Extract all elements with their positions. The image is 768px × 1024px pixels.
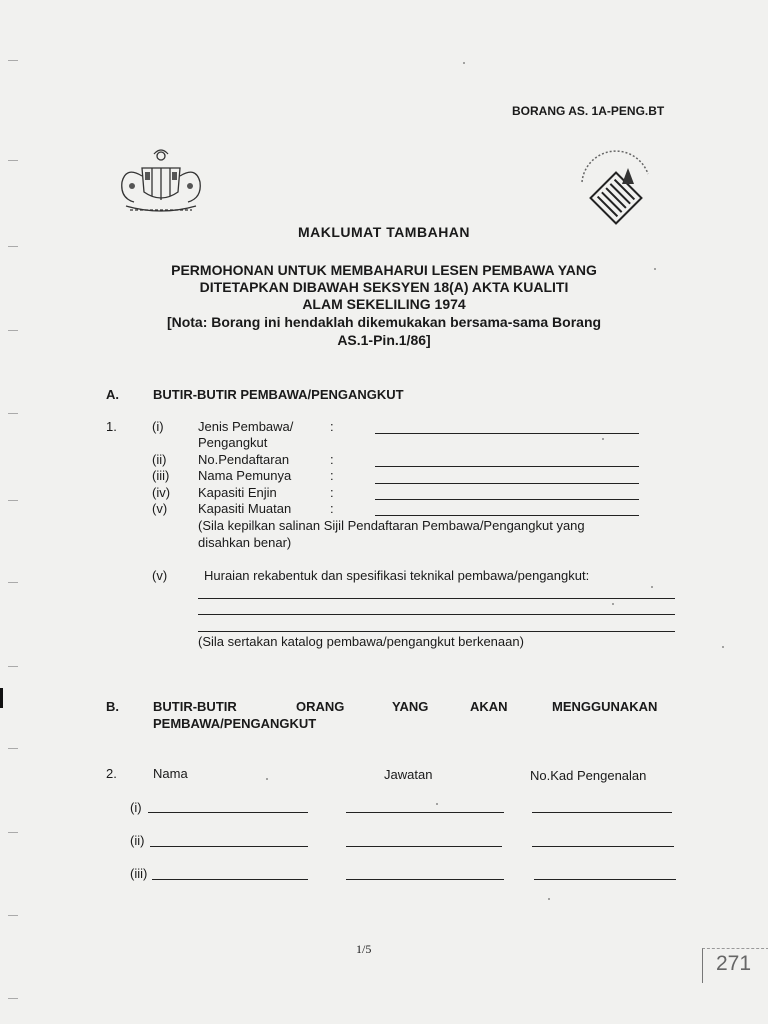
stamp-number: 271 [716,952,752,975]
scan-speck [722,646,724,648]
section-b-heading-word-4: AKAN [470,699,508,714]
owner-input-line[interactable] [375,483,639,484]
section-b-heading-word-2: ORANG [296,699,345,714]
margin-mark [8,998,18,999]
field-i-colon: : [330,419,334,434]
section-b-heading-word-5: MENGGUNAKAN [552,699,658,714]
column-header-position: Jawatan [384,767,433,782]
section-a-heading: BUTIR-BUTIR PEMBAWA/PENGANGKUT [153,387,404,402]
row-ii-position-line[interactable] [346,846,502,847]
description-input-line-1[interactable] [198,598,675,599]
attach-certificate-note-2: disahkan benar) [198,535,292,550]
field-i-number: (i) [152,419,164,434]
department-logo [570,148,660,230]
engine-capacity-input-line[interactable] [375,499,639,500]
description-number: (v) [152,568,168,583]
row-i-name-line[interactable] [148,812,308,813]
attach-certificate-note-1: (Sila kepilkan salinan Sijil Pendaftaran Pembawa/Pengangkut yang [198,518,585,533]
margin-mark [8,500,18,501]
description-label: Huraian rekabentuk dan spesifikasi teknikal pembawa/pengangkut: [204,568,590,583]
scan-speck [436,803,438,805]
section-b-heading-word-1: BUTIR-BUTIR [153,699,237,714]
scan-speck [548,898,550,900]
subtitle-line-1: PERMOHONAN UNTUK MEMBAHARUI LESEN PEMBAWA YANG [171,262,597,278]
document-title: MAKLUMAT TAMBAHAN [297,224,471,240]
margin-mark [8,832,18,833]
catalog-note: (Sila sertakan katalog pembawa/pengangkut berkenaan) [198,634,524,649]
field-v-colon: : [330,501,334,516]
scan-speck [463,62,465,64]
registration-input-line[interactable] [375,466,639,467]
field-vehicle-type-label: Jenis Pembawa/ [198,419,294,434]
row-i-position-line[interactable] [346,812,504,813]
scan-speck [266,778,268,780]
section-b-heading-line-2: PEMBAWA/PENGANGKUT [153,716,317,731]
field-v-number: (v) [152,501,168,516]
row-iii-ic-line[interactable] [534,879,676,880]
load-capacity-input-line[interactable] [375,515,639,516]
field-load-capacity-label: Kapasiti Muatan [198,501,292,516]
description-input-line-2[interactable] [198,614,675,615]
margin-mark [8,330,18,331]
note-line-2: AS.1-Pin.1/86] [337,332,431,348]
row-iii-position-line[interactable] [346,879,504,880]
subtitle-line-3: ALAM SEKELILING 1974 [302,296,466,312]
column-header-ic-number: No.Kad Pengenalan [530,768,647,783]
scan-speck [654,268,656,270]
item-number-1: 1. [106,419,117,434]
field-iv-number: (iv) [152,485,171,500]
vehicle-type-input-line[interactable] [375,433,639,434]
column-header-name: Nama [153,766,188,781]
row-i-label: (i) [130,800,142,815]
scan-speck [651,586,653,588]
margin-mark [8,666,18,667]
scan-speck [612,603,614,605]
row-i-ic-line[interactable] [532,812,672,813]
field-ii-colon: : [330,452,334,467]
row-iii-name-line[interactable] [152,879,308,880]
description-input-line-3[interactable] [198,631,675,632]
scan-edge-mark [0,688,3,708]
row-iii-label: (iii) [130,866,148,881]
field-registration-label: No.Pendaftaran [198,452,290,467]
field-iii-number: (iii) [152,468,170,483]
item-number-2: 2. [106,766,117,781]
margin-mark [8,582,18,583]
field-iv-colon: : [330,485,334,500]
row-ii-label: (ii) [130,833,145,848]
row-ii-name-line[interactable] [150,846,308,847]
row-ii-ic-line[interactable] [532,846,674,847]
page-number: 1/5 [356,942,372,956]
margin-mark [8,246,18,247]
margin-mark [8,60,18,61]
form-code: BORANG AS. 1A-PENG.BT [512,104,665,118]
field-ii-number: (ii) [152,452,167,467]
margin-mark [8,748,18,749]
margin-mark [8,413,18,414]
section-b-heading-word-3: YANG [392,699,429,714]
margin-mark [8,915,18,916]
note-line-1: [Nota: Borang ini hendaklah dikemukakan bersama-sama Borang [166,314,602,330]
field-vehicle-type-label-2: Pengangkut [198,435,268,450]
subtitle-line-2: DITETAPKAN DIBAWAH SEKSYEN 18(A) AKTA KUALITI [199,279,569,295]
section-a-letter: A. [106,387,119,402]
coat-of-arms-emblem [112,146,210,218]
field-engine-capacity-label: Kapasiti Enjin [198,485,277,500]
margin-mark [8,160,18,161]
section-b-letter: B. [106,699,119,714]
field-iii-colon: : [330,468,334,483]
scan-speck [602,438,604,440]
field-owner-label: Nama Pemunya [198,468,292,483]
